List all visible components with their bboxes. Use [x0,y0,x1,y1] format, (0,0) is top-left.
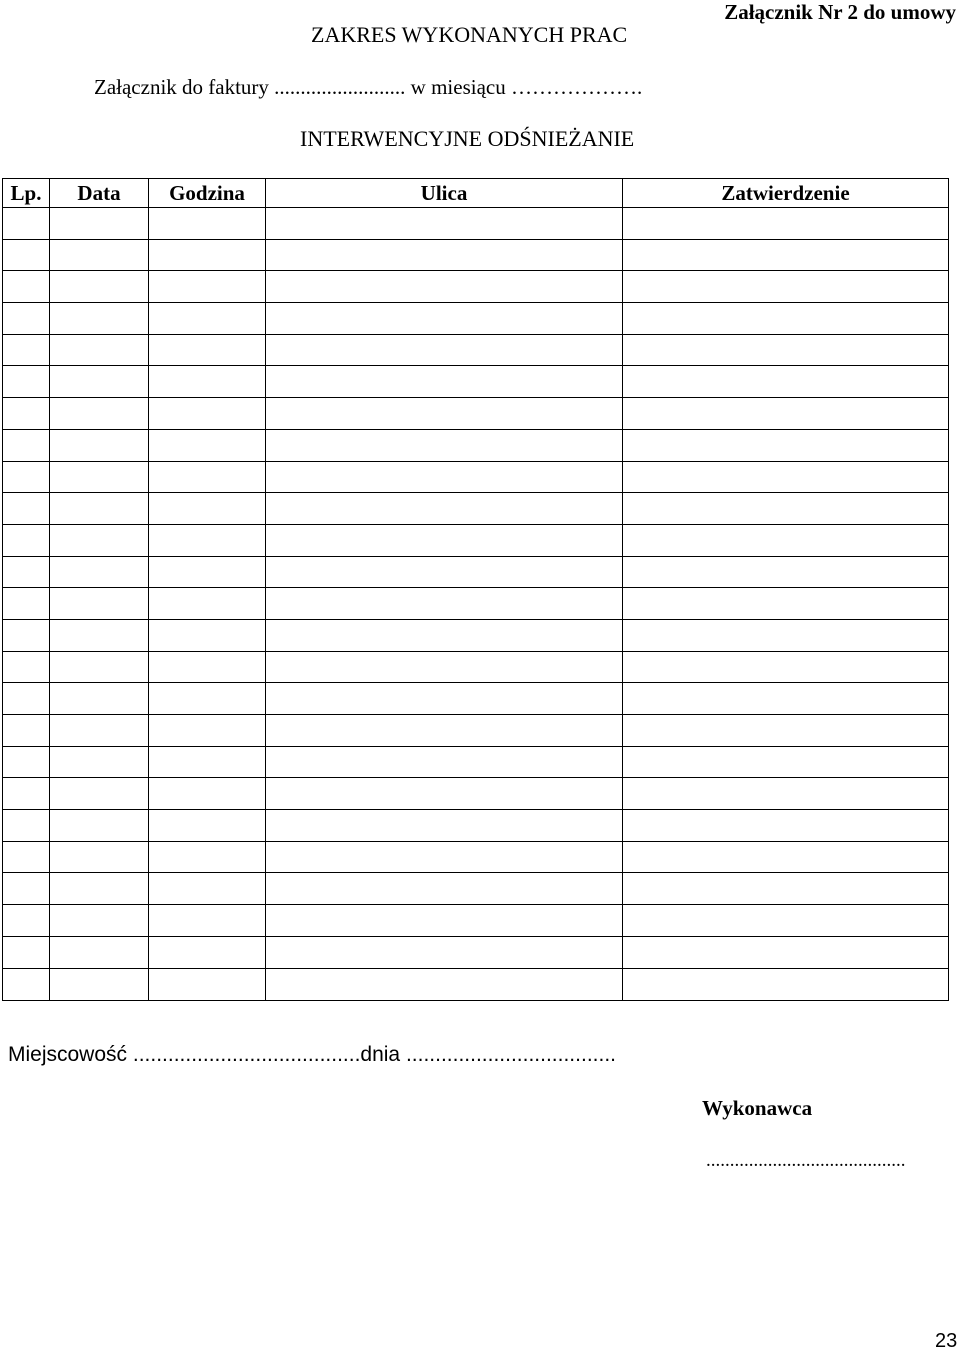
attachment-label: Załącznik Nr 2 do umowy [724,0,956,24]
cell-street [266,366,623,398]
cell-lp [3,778,50,810]
cell-lp [3,905,50,937]
cell-approval [623,461,949,493]
cell-date [50,778,149,810]
cell-street [266,429,623,461]
cell-time [149,303,266,335]
cell-date [50,366,149,398]
cell-street [266,746,623,778]
cell-approval [623,271,949,303]
cell-time [149,334,266,366]
cell-time [149,524,266,556]
cell-approval [623,905,949,937]
cell-date [50,683,149,715]
cell-approval [623,334,949,366]
table-header-row [3,179,949,208]
cell-approval [623,619,949,651]
cell-date [50,461,149,493]
cell-time [149,778,266,810]
cell-date [50,746,149,778]
cell-lp [3,366,50,398]
cell-street [266,778,623,810]
cell-street [266,461,623,493]
cell-street [266,715,623,747]
cell-lp [3,810,50,842]
cell-lp [3,334,50,366]
table-row [3,715,949,747]
cell-time [149,905,266,937]
cell-time [149,968,266,1000]
cell-street [266,619,623,651]
cell-date [50,208,149,240]
cell-date [50,810,149,842]
cell-approval [623,683,949,715]
cell-street [266,651,623,683]
section-title: INTERWENCYJNE ODŚNIEŻANIE [300,126,635,151]
cell-street [266,208,623,240]
cell-date [50,588,149,620]
cell-lp [3,556,50,588]
cell-lp [3,683,50,715]
cell-time [149,873,266,905]
cell-lp [3,461,50,493]
table-row [3,968,949,1000]
cell-lp [3,746,50,778]
cell-lp [3,524,50,556]
cell-time [149,366,266,398]
table-row [3,841,949,873]
table-row [3,524,949,556]
cell-approval [623,936,949,968]
table-row [3,556,949,588]
cell-street [266,334,623,366]
cell-date [50,493,149,525]
table-row [3,208,949,240]
table-row [3,303,949,335]
cell-lp [3,208,50,240]
cell-lp [3,873,50,905]
cell-date [50,429,149,461]
table-row [3,905,949,937]
cell-approval [623,651,949,683]
cell-date [50,524,149,556]
cell-approval [623,208,949,240]
table-row [3,651,949,683]
cell-time [149,398,266,430]
cell-street [266,968,623,1000]
cell-date [50,398,149,430]
column-header-date: Data [50,179,149,208]
cell-time [149,239,266,271]
column-header-approval: Zatwierdzenie [623,179,949,208]
cell-approval [623,239,949,271]
cell-date [50,968,149,1000]
cell-date [50,841,149,873]
cell-time [149,588,266,620]
cell-lp [3,841,50,873]
cell-street [266,810,623,842]
table-row [3,619,949,651]
place-date-line: Miejscowość .......................................dnia .................................... [8,1043,616,1066]
cell-time [149,271,266,303]
cell-date [50,334,149,366]
signature-line: .......................................... [706,1150,906,1171]
cell-time [149,683,266,715]
cell-street [266,588,623,620]
cell-approval [623,303,949,335]
cell-approval [623,429,949,461]
cell-lp [3,493,50,525]
cell-lp [3,936,50,968]
table-row [3,683,949,715]
cell-date [50,271,149,303]
cell-lp [3,619,50,651]
column-header-lp: Lp. [3,179,50,208]
cell-approval [623,746,949,778]
cell-street [266,398,623,430]
cell-lp [3,651,50,683]
cell-lp [3,429,50,461]
cell-street [266,524,623,556]
cell-time [149,429,266,461]
cell-street [266,936,623,968]
cell-date [50,905,149,937]
cell-street [266,905,623,937]
cell-approval [623,778,949,810]
cell-approval [623,873,949,905]
cell-lp [3,398,50,430]
cell-date [50,873,149,905]
table-row [3,461,949,493]
cell-approval [623,493,949,525]
cell-time [149,208,266,240]
cell-time [149,619,266,651]
cell-street [266,239,623,271]
cell-street [266,841,623,873]
cell-date [50,619,149,651]
cell-street [266,271,623,303]
table-row [3,271,949,303]
cell-street [266,493,623,525]
table-row [3,334,949,366]
cell-approval [623,398,949,430]
cell-time [149,715,266,747]
cell-street [266,303,623,335]
cell-time [149,461,266,493]
table-row [3,493,949,525]
cell-time [149,493,266,525]
cell-approval [623,524,949,556]
document-title: ZAKRES WYKONANYCH PRAC [311,22,628,47]
cell-date [50,303,149,335]
cell-approval [623,366,949,398]
table-row [3,239,949,271]
cell-approval [623,715,949,747]
table-row [3,778,949,810]
cell-date [50,239,149,271]
work-log-table [2,178,949,1001]
cell-lp [3,239,50,271]
cell-approval [623,968,949,1000]
cell-time [149,810,266,842]
table-row [3,398,949,430]
page-number: 23 [935,1330,958,1352]
table-row [3,429,949,461]
table-row [3,366,949,398]
cell-time [149,556,266,588]
cell-street [266,873,623,905]
cell-approval [623,841,949,873]
cell-approval [623,810,949,842]
cell-time [149,651,266,683]
cell-approval [623,556,949,588]
table-row [3,810,949,842]
cell-time [149,936,266,968]
cell-lp [3,715,50,747]
column-header-street: Ulica [266,179,623,208]
cell-time [149,746,266,778]
table-row [3,588,949,620]
table-row [3,746,949,778]
table-body [3,208,949,1001]
cell-street [266,556,623,588]
cell-street [266,683,623,715]
cell-lp [3,271,50,303]
cell-date [50,556,149,588]
cell-date [50,715,149,747]
cell-time [149,841,266,873]
cell-lp [3,968,50,1000]
column-header-time: Godzina [149,179,266,208]
invoice-reference-line: Załącznik do faktury ......................... w miesiącu ………………. [94,75,643,99]
cell-approval [623,588,949,620]
cell-date [50,936,149,968]
table-row [3,936,949,968]
table-row [3,873,949,905]
cell-date [50,651,149,683]
contractor-label: Wykonawca [702,1096,813,1120]
cell-lp [3,588,50,620]
cell-lp [3,303,50,335]
